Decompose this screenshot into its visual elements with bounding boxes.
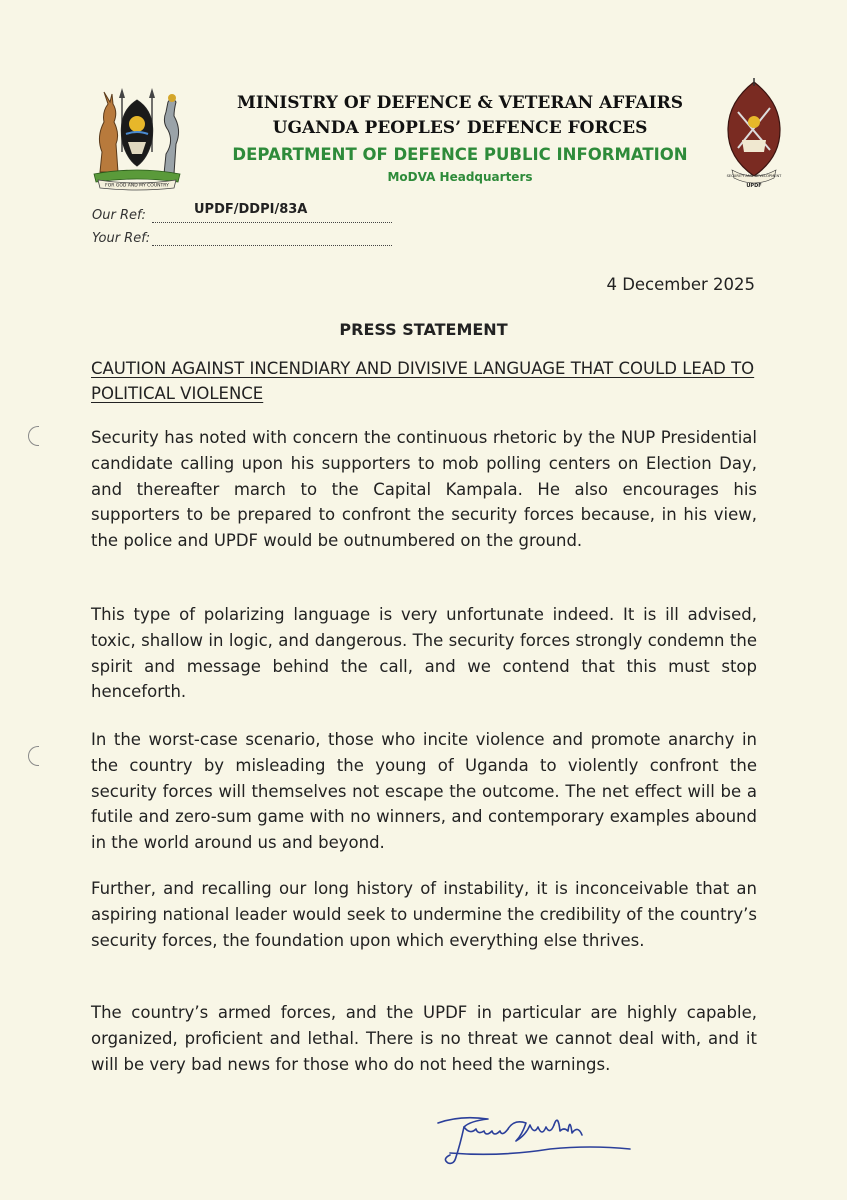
- paragraph-2: This type of polarizing language is very unfortunate indeed. It is ill advised, toxic, shallow in logic, and dangerous. The security forces strongly condemn the spirit and message behind the call, and we contend that this must stop henceforth.: [91, 605, 757, 702]
- your-ref-label: Your Ref:: [92, 231, 151, 246]
- punch-hole-mark: [28, 426, 39, 446]
- ministry-heading: MINISTRY OF DEFENCE & VETERAN AFFAIRS: [237, 93, 683, 113]
- statement-title: PRESS STATEMENT: [339, 320, 508, 339]
- paragraph-1: Security has noted with concern the continuous rhetoric by the NUP Presidential candidate calling upon his supporters to mob polling centers on Election Day, and thereafter march to the Capital Kampala. He also encourages his supporters to be prepared to confront the security forces because, in his view, the police and UPDF would be outnumbered on the ground.: [91, 428, 757, 551]
- svg-text:UPDF: UPDF: [746, 183, 762, 189]
- statement-subject: CAUTION AGAINST INCENDIARY AND DIVISIVE LANGUAGE THAT COULD LEAD TO POLITICAL VIOLENCE: [91, 359, 755, 403]
- paragraph-3: In the worst-case scenario, those who incite violence and promote anarchy in the country by misleading the young of Uganda to violently confront the security forces will themselves not escape the outcome. The net effect will be a futile and zero-sum game with no winners, and contemporary examples abound in the world around us and beyond.: [91, 730, 757, 853]
- updf-emblem-icon: [718, 78, 790, 190]
- paragraph-4: Further, and recalling our long history of instability, it is inconceivable that an aspiring national leader would seek to undermine the credibility of the country’s security forces, the foundation upon which everything else thrives.: [91, 879, 757, 950]
- force-heading: UGANDA PEOPLES’ DEFENCE FORCES: [272, 118, 648, 138]
- paragraph-5: The country’s armed forces, and the UPDF in particular are highly capable, organized, proficient and lethal. There is no threat we cannot deal with, and it will be very bad news for those who do not heed the warnings.: [91, 1003, 757, 1074]
- punch-hole-mark: [28, 746, 39, 766]
- your-ref-line: [92, 231, 150, 246]
- statement-date: 4 December 2025: [606, 275, 755, 294]
- svg-text:FOR GOD AND MY COUNTRY: FOR GOD AND MY COUNTRY: [105, 183, 169, 189]
- uganda-coat-of-arms-icon: [82, 82, 192, 192]
- svg-text:SECURITY AND DEVELOPMENT: SECURITY AND DEVELOPMENT: [726, 174, 782, 178]
- handwritten-signature: [430, 1105, 640, 1175]
- office-subheading: MoDVA Headquarters: [387, 170, 533, 184]
- department-heading: DEPARTMENT OF DEFENCE PUBLIC INFORMATION: [232, 145, 688, 164]
- our-ref-value: UPDF/DDPI/83A: [194, 202, 308, 217]
- our-ref-label: Our Ref:: [92, 208, 146, 223]
- our-ref-line: [92, 202, 308, 223]
